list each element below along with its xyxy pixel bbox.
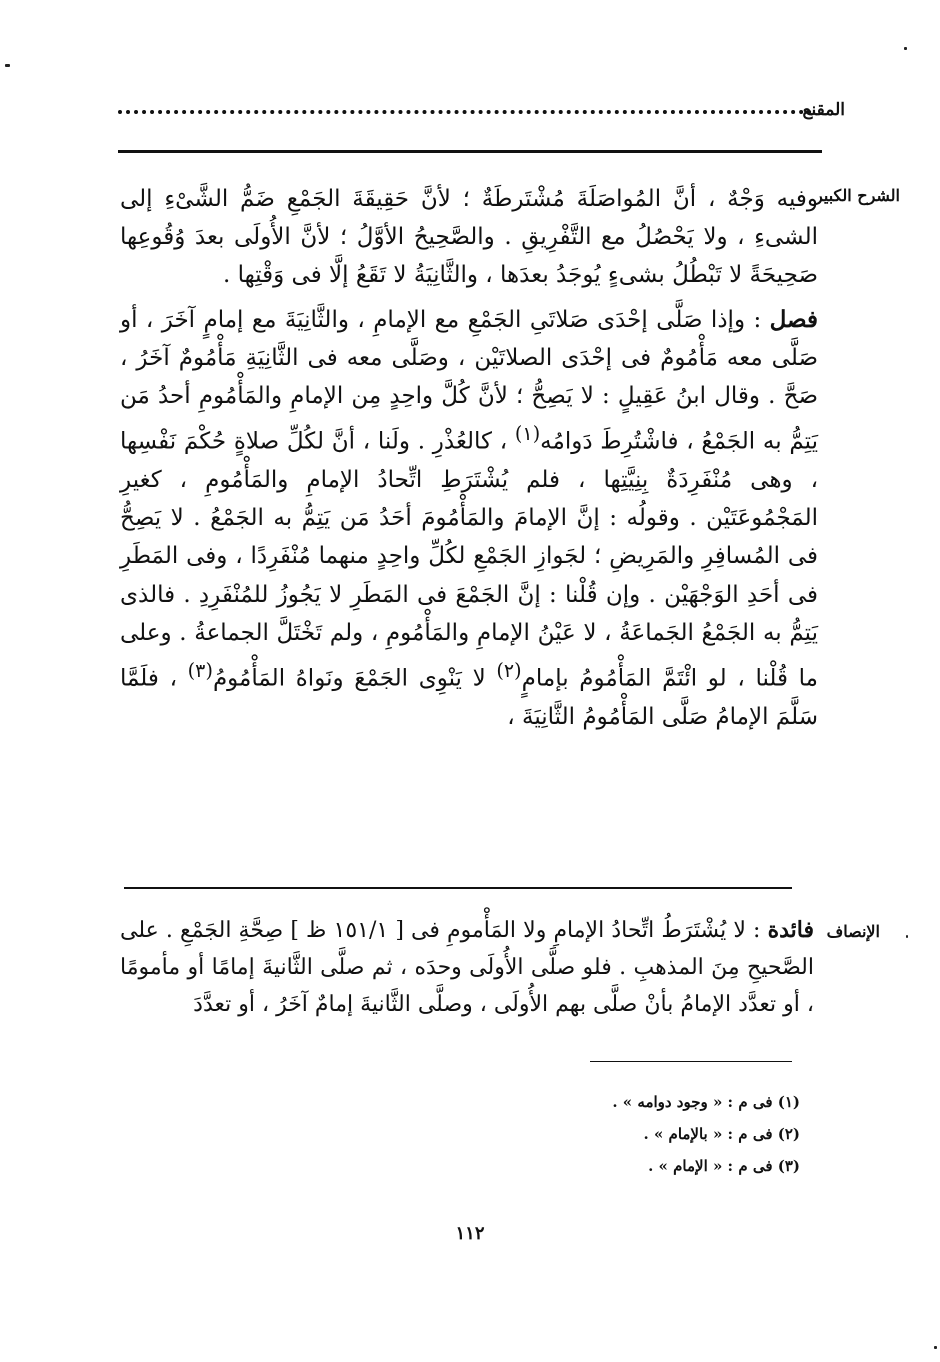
footnote-ref-1: (١) xyxy=(514,422,541,446)
fasl-heading: فصل xyxy=(769,305,818,333)
page-number: ١١٢ xyxy=(455,1223,485,1244)
section-label-insaf: الإنصاف xyxy=(826,922,880,941)
header-dotted-line xyxy=(118,110,812,114)
footnote-ref-2: (٢) xyxy=(496,659,522,683)
section-label-sharh: الشرح الكبير xyxy=(815,186,900,205)
paragraph-2-text-b: ، كالعُذْرِ . ولَنا ، أنَّ لكُلِّ صلاةٍ حُكْمَ نَفْسِها ، وهى مُنْفَرِدَةٌ بِنِيَّتِها ، فلم يُشْتَرَطِ اتِّحادُ الإمامِ والمَأْمُومِ ، كغيرِ المَجْمُوعَتَيْن . وقولُه : إنَّ الإمامَ والمَأْمُومَ أحَدُ مَن يَتِمُّ به الجَمْعُ . لا يَصِحُّ فى المُسافِرِ والمَرِيضِ ؛ لجَوازِ الجَمْعِ لكُلِّ واحِدٍ منهما مُنْفَرِدًا ، وفى المَطَرِ فى أحَدِ الوَجْهَيْن . وإن قُلْنا : إنَّ الجَمْعَ فى المَطَرِ لا يَجُوزُ للمُنْفَرِدِ . فالذى يَتِمُّ به الجَمْعُ الجَماعَةُ ، لا عَيْنُ الإمامِ والمَأْمُومِ ، ولم تَخْتَلَّ الجماعةُ . وعلى ما قُلْنا ، لو ائْتَمَّ المَأْمُومُ بإمامٍ xyxy=(120,428,818,692)
running-header-title: المقنع xyxy=(802,100,845,120)
paragraph-2-text-a: : وإذا صَلَّى إحْدَى صَلاتَىِ الجَمْعِ مع الإمامِ ، والثَّانِيَةَ مع إمامٍ آخَرَ ، أو صَلَّى معه مَأْمُومٌ فى إحْدَى الصلاتَيْن ، وصَلَّى معه فى الثَّانِيَةِ مَأْمُومٌ آخَرُ ، صَحَّ . وقال ابنُ عَقِيلٍ : لا يَصِحُّ ؛ لأنَّ كُلَّ واحِدٍ مِن الإمامِ والمَأْمُومِ أحدُ مَن يَتِمُّ به الجَمْعُ ، فاشْتُرِطَ دَوامُه xyxy=(120,306,818,455)
footnote-2: (٢) فى م : « بالإمام » . xyxy=(643,1125,800,1143)
footnotes xyxy=(400,1086,800,1182)
header-rule xyxy=(118,150,822,153)
faida-heading: فائدة xyxy=(767,917,815,943)
scan-speck xyxy=(5,64,10,67)
paragraph-2 xyxy=(120,301,818,737)
paragraph-1: وفيه وَجْهٌ ، أنَّ المُواصَلَةَ مُشْتَرطَةٌ ؛ لأنَّ حَقِيقَةَ الجَمْعِ ضَمُّ الشَّىْءِ إلى الشىءِ ، ولا يَحْصُلُ مع التَّفْرِيقِ . والصَّحِيحُ الأوَّلُ ؛ لأنَّ الأُولَى بعدَ وُقُوعِها صَحِيحَةً لا تَبْطُلُ بشىءٍ يُوجَدُ بعدَها ، والثَّانِيَةُ لا تَقَعُ إلَّا فى وَقْتِها . xyxy=(120,186,818,289)
paragraph-2-text-d: ، فلَمَّا سَلَّمَ الإمامُ صَلَّى المَأْمُومُ الثَّانِيَةَ ، xyxy=(120,665,818,730)
scan-speck xyxy=(906,935,908,938)
insaf-text xyxy=(120,912,814,1023)
footnote-rule xyxy=(590,1061,792,1062)
main-commentary-text xyxy=(120,180,818,736)
scan-speck xyxy=(934,1346,937,1349)
footnote-1: (١) فى م : « وجود دوامه » . xyxy=(612,1093,800,1111)
section-divider xyxy=(124,887,792,889)
insaf-paragraph xyxy=(120,912,814,1023)
footnote-3: (٣) فى م : « الإمام » . xyxy=(648,1157,800,1175)
scan-speck xyxy=(904,47,907,50)
paragraph-2-text-c: لا يَنْوِى الجَمْعَ ونَواهُ المَأْمُومُ xyxy=(212,665,497,692)
insaf-paragraph-text: : لا يُشْتَرَطُ اتِّحادُ الإمامِ ولا المَأْمومِ فى [ ١٥١/١ ظ ] صِحَّةِ الجَمْعِ . على الصَّحيحِ مِنَ المذهبِ . فلو صلَّى الأُولَى وحدَه ، ثم صلَّى الثَّانيةَ إمامًا أو مأمومًا ، أو تعدَّد الإمامُ بأنْ صلَّى بهم الأُولَى ، وصلَّى الثَّانيةَ إمامٌ آخَرُ ، أو تعدَّدَ xyxy=(120,918,814,1017)
footnote-ref-3: (٣) xyxy=(187,659,213,683)
